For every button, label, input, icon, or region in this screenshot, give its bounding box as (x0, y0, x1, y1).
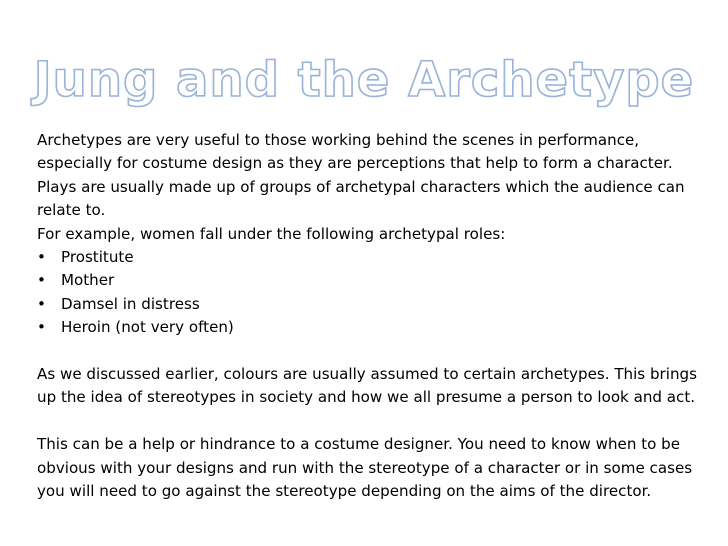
slide-title: Jung and the Archetype (33, 52, 695, 108)
example-line: For example, women fall under the following archetypal roles: (37, 224, 506, 243)
intro-paragraph (37, 129, 707, 223)
spacer (37, 410, 707, 433)
list-item (37, 293, 707, 316)
spacer (37, 340, 707, 363)
bullet-icon: • (37, 248, 46, 267)
paragraph-line: you will need to go against the stereotype depending on the aims of the director. (37, 482, 652, 501)
list-item (37, 269, 707, 292)
intro-line: especially for costume design as they are perceptions that help to form a character. (37, 154, 673, 173)
bullet-icon: • (37, 318, 46, 337)
role-label: Prostitute (61, 248, 134, 267)
archetype-role-list (37, 246, 707, 340)
paragraph-line: obvious with your designs and run with the stereotype of a character or in some cases (37, 458, 693, 477)
paragraph-line: This can be a help or hindrance to a costume designer. You need to know when to be (37, 435, 681, 454)
paragraph-line: As we discussed earlier, colours are usually assumed to certain archetypes. This brings (37, 365, 697, 384)
role-label: Damsel in distress (61, 294, 200, 313)
role-label: Mother (61, 271, 115, 290)
paragraph-line: up the idea of stereotypes in society and how we all presume a person to look and act. (37, 388, 696, 407)
colour-paragraph (37, 363, 707, 410)
bullet-icon: • (37, 271, 46, 290)
list-item (37, 316, 707, 339)
intro-line: Archetypes are very useful to those working behind the scenes in performance, (37, 131, 640, 149)
intro-line: relate to. (37, 201, 106, 220)
designer-paragraph (37, 433, 707, 503)
role-label: Heroin (not very often) (61, 318, 234, 337)
bullet-icon: • (37, 294, 46, 313)
slide-body (37, 129, 707, 503)
list-item (37, 246, 707, 269)
intro-line: Plays are usually made up of groups of archetypal characters which the audience can (37, 177, 685, 196)
